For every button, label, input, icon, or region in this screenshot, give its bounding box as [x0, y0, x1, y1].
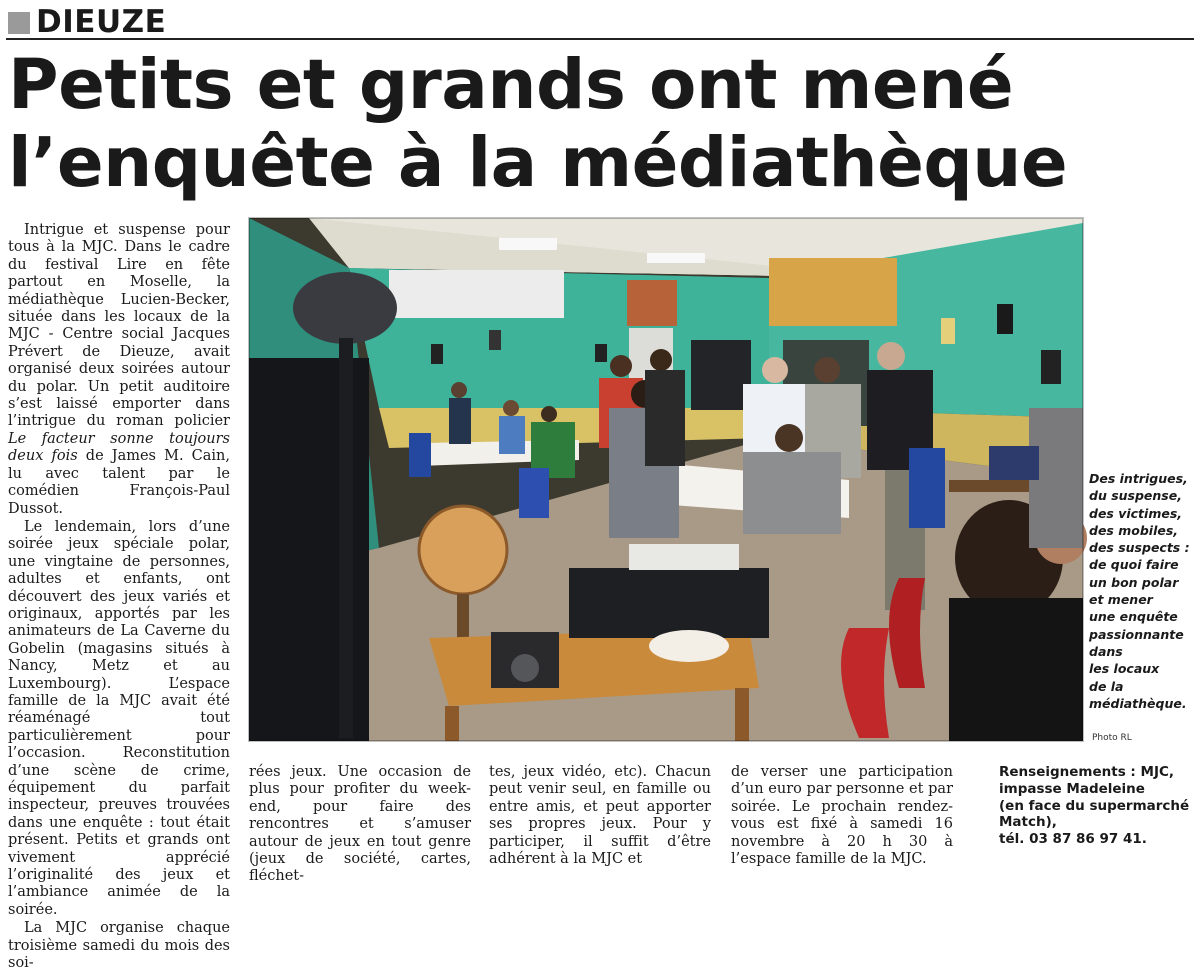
article-column-4	[731, 764, 953, 868]
article-column-2	[249, 764, 471, 885]
caption-line: des mobiles,	[1089, 522, 1179, 538]
caption-line: un bon polar	[1089, 574, 1179, 590]
paragraph-3-cont-2: tes, jeux vidéo, etc). Chacun peut venir seul, en famille ou entre amis, et peut apporter ses propres jeux. Pour y participer, il suffit d’être adhérent à la MJC et	[489, 764, 711, 868]
caption-line: passionnante	[1089, 626, 1184, 642]
caption-line: des suspects :	[1089, 540, 1190, 556]
paragraph-1	[8, 222, 230, 518]
caption-line: de la	[1089, 678, 1124, 694]
caption-line: du suspense,	[1089, 488, 1182, 504]
paragraph-3-start: La MJC organise chaque troisième samedi du mois des soi-	[8, 920, 230, 972]
info-line: impasse Madeleine	[999, 780, 1145, 797]
photo-credit: Photo RL	[1092, 733, 1132, 743]
photo-caption	[1089, 470, 1193, 712]
headline-line-1: Petits et grands ont mené	[8, 45, 1014, 125]
info-line: (en face du supermarché	[999, 797, 1190, 814]
rubric-label: DIEUZE	[36, 4, 167, 40]
book-title: Le facteur sonne toujours deux fois	[8, 430, 230, 465]
section-rubric	[6, 4, 1194, 40]
caption-line: des victimes,	[1089, 505, 1183, 521]
paragraph-1-text-b: de James M. Cain, lu avec talent par le comédien François-Paul Dussot.	[8, 448, 230, 517]
info-phone: tél. 03 87 86 97 41.	[999, 831, 1147, 848]
caption-line: et mener	[1089, 592, 1153, 608]
caption-line: les locaux	[1089, 661, 1160, 677]
headline-line-2: l’enquête à la médiathèque	[8, 123, 1068, 203]
caption-line: médiathèque.	[1089, 695, 1187, 711]
article-column-1	[8, 222, 230, 972]
caption-line: de quoi faire	[1089, 557, 1179, 573]
info-box	[999, 764, 1194, 848]
caption-line: dans	[1089, 643, 1123, 659]
event-photo	[249, 218, 1083, 741]
paragraph-3-cont-3: de verser une participation d’un euro par personne et par soirée. Le prochain rendez-vous est fixé à samedi 16 novembre à 20 h 30 à l’espace famille de la MJC.	[731, 764, 953, 868]
rubric-square-icon	[8, 12, 30, 34]
caption-line: Des intrigues,	[1089, 471, 1188, 486]
paragraph-2: Le lendemain, lors d’une soirée jeux spéciale polar, une vingtaine de personnes, adultes et enfants, ont découvert des jeux variés et originaux, apportés par les animateurs de La Caverne du Gobelin (magasins situés à Nancy, Metz et au Luxembourg). L’espace famille de la MJC avait été réaménagé tout particulièrement pour l’occasion. Reconstitution d’une scène de crime, équipement du parfait inspecteur, preuves trouvées dans une enquête : tout était présent. Petits et grands ont vivement apprécié l’originalité des jeux et l’ambiance animée de la soirée.	[8, 518, 230, 918]
info-line: Match),	[999, 814, 1057, 831]
paragraph-3-cont-1: rées jeux. Une occasion de plus pour profiter du week-end, pour faire des rencontres et s’amuser autour de jeux en tout genre (jeux de société, cartes, fléchet-	[249, 764, 471, 885]
headline	[8, 46, 1188, 202]
info-line: Renseignements : MJC,	[999, 764, 1175, 780]
paragraph-1-text-a: Intrigue et suspense pour tous à la MJC. Dans le cadre du festival Lire en fête partout en Moselle, la médiathèque Lucien-Becker, située dans les locaux de la MJC - Centre social Jacques Prévert de Dieuze, avait organisé deux soirées autour du polar. Un petit auditoire s’est laissé emporter dans l’intrigue du roman policier	[8, 222, 230, 430]
caption-line: une enquête	[1089, 609, 1178, 625]
article-column-3	[489, 764, 711, 868]
